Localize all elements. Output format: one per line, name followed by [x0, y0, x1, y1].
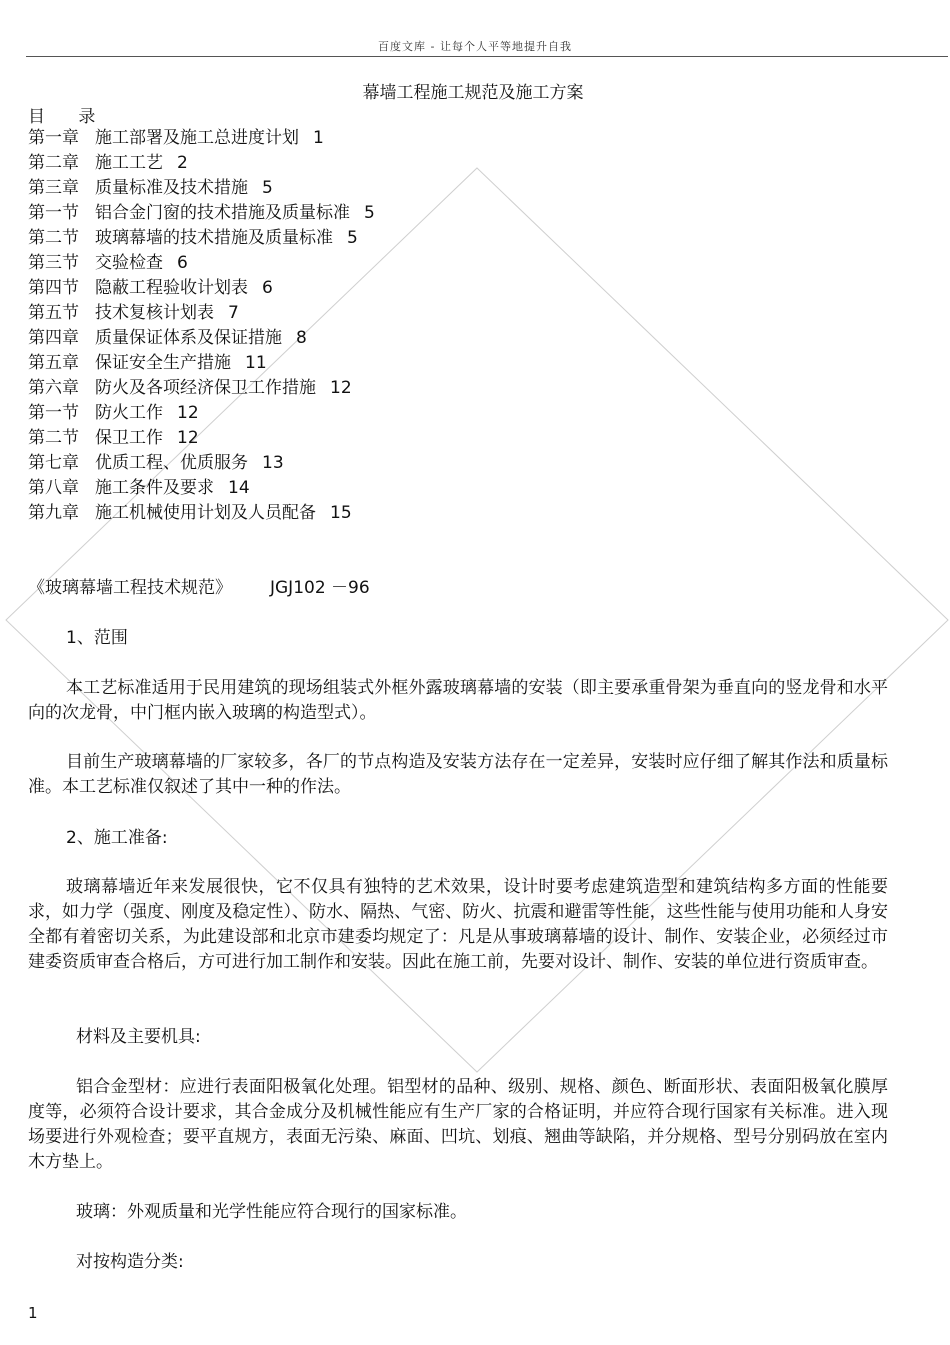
toc-item	[28, 176, 375, 201]
document-title: 幕墙工程施工规范及施工方案	[362, 83, 584, 103]
toc-item	[28, 426, 375, 451]
toc-item-page: 13	[262, 453, 284, 473]
toc-item-label: 第四章	[28, 328, 79, 348]
toc-heading: 目 录	[28, 107, 110, 127]
classification-heading: 对按构造分类:	[76, 1252, 184, 1272]
toc-item-text: 优质工程、优质服务	[95, 453, 248, 473]
toc-item	[28, 251, 375, 276]
toc-item-label: 第二节	[28, 428, 79, 448]
page-number: 1	[28, 1304, 38, 1322]
toc-item-text: 施工工艺	[95, 153, 163, 173]
toc-item-text: 保证安全生产措施	[95, 353, 231, 373]
toc-item	[28, 201, 375, 226]
toc-item	[28, 226, 375, 251]
section-1-heading: 1、范围	[66, 628, 128, 648]
toc-item-text: 铝合金门窗的技术措施及质量标准	[95, 203, 350, 223]
toc-item-label: 第六章	[28, 378, 79, 398]
section-2-paragraph-1: 玻璃幕墙近年来发展很快，它不仅具有独特的艺术效果，设计时要考虑建筑造型和建筑结构多方面的性能要求，如力学（强度、刚度及稳定性）、防水、隔热、气密、防火、抗震和避雷等性能，这些性能与使用功能和人身安全都有着密切关系，为此建设部和北京市建委均规定了：凡是从事玻璃幕墙的设计、制作、安装企业，必须经过市建委资质审查合格后，方可进行加工制作和安装。因此在施工前，先要对设计、制作、安装的单位进行资质审查。	[28, 877, 888, 972]
reference-line	[28, 576, 370, 601]
page-header: 百度文库 - 让每个人平等地提升自我	[378, 40, 572, 53]
toc-item-text: 质量标准及技术措施	[95, 178, 248, 198]
toc-item-page: 15	[330, 503, 352, 523]
toc-item-page: 12	[177, 403, 199, 423]
toc-item-label: 第一节	[28, 403, 79, 423]
toc-item-page: 5	[262, 178, 273, 198]
toc-item-text: 施工机械使用计划及人员配备	[95, 503, 316, 523]
toc-item-label: 第三节	[28, 253, 79, 273]
toc-item	[28, 126, 375, 151]
glass-paragraph: 玻璃：外观质量和光学性能应符合现行的国家标准。	[76, 1202, 467, 1222]
toc-item	[28, 476, 375, 501]
toc-item-text: 保卫工作	[95, 428, 163, 448]
toc-item-text: 施工条件及要求	[95, 478, 214, 498]
toc-item-label: 第一章	[28, 128, 79, 148]
toc-item	[28, 301, 375, 326]
section-2-heading: 2、施工准备:	[66, 828, 168, 848]
toc-item-text: 质量保证体系及保证措施	[95, 328, 282, 348]
toc-item	[28, 451, 375, 476]
toc-item-text: 隐蔽工程验收计划表	[95, 278, 248, 298]
reference-code: JGJ102 －96	[270, 578, 370, 598]
toc-item-page: 5	[364, 203, 375, 223]
toc-item-page: 11	[245, 353, 267, 373]
toc-item-label: 第一节	[28, 203, 79, 223]
toc-item	[28, 401, 375, 426]
toc-item-text: 施工部署及施工总进度计划	[95, 128, 299, 148]
toc-item-label: 第九章	[28, 503, 79, 523]
toc-item-text: 技术复核计划表	[95, 303, 214, 323]
toc-item-text: 防火工作	[95, 403, 163, 423]
reference-title: 《玻璃幕墙工程技术规范》	[28, 578, 232, 598]
toc-item-text: 玻璃幕墙的技术措施及质量标准	[95, 228, 333, 248]
toc-item	[28, 151, 375, 176]
section-1-paragraph-1: 本工艺标准适用于民用建筑的现场组装式外框外露玻璃幕墙的安装（即主要承重骨架为垂直向的竖龙骨和水平向的次龙骨，中门框内嵌入玻璃的构造型式）。	[28, 678, 888, 723]
section-1-paragraph-2: 目前生产玻璃幕墙的厂家较多，各厂的节点构造及安装方法存在一定差异，安装时应仔细了解其作法和质量标准。本工艺标准仅叙述了其中一种的作法。	[28, 752, 888, 797]
toc-item-page: 12	[177, 428, 199, 448]
toc-item-label: 第四节	[28, 278, 79, 298]
materials-paragraph: 铝合金型材：应进行表面阳极氧化处理。铝型材的品种、级别、规格、颜色、断面形状、表面阳极氧化膜厚度等，必须符合设计要求，其合金成分及机械性能应有生产厂家的合格证明，并应符合现行国家有关标准。进入现场要进行外观检查；要平直规方，表面无污染、麻面、凹坑、划痕、翘曲等缺陷，并分规格、型号分别码放在室内木方垫上。	[28, 1077, 888, 1172]
table-of-contents	[28, 126, 375, 526]
toc-item-page: 14	[228, 478, 250, 498]
header-divider	[26, 56, 948, 57]
toc-item-page: 7	[228, 303, 239, 323]
toc-item-page: 2	[177, 153, 188, 173]
materials-heading: 材料及主要机具:	[76, 1027, 201, 1047]
toc-item-page: 8	[296, 328, 307, 348]
toc-item-page: 12	[330, 378, 352, 398]
toc-item-label: 第五节	[28, 303, 79, 323]
toc-item-page: 6	[177, 253, 188, 273]
toc-item-page: 5	[347, 228, 358, 248]
toc-item-label: 第三章	[28, 178, 79, 198]
toc-item-label: 第二章	[28, 153, 79, 173]
toc-item-page: 6	[262, 278, 273, 298]
toc-item	[28, 501, 375, 526]
toc-item	[28, 276, 375, 301]
toc-item-text: 交验检查	[95, 253, 163, 273]
toc-item-text: 防火及各项经济保卫工作措施	[95, 378, 316, 398]
toc-item	[28, 351, 375, 376]
toc-item	[28, 376, 375, 401]
toc-item-label: 第八章	[28, 478, 79, 498]
toc-item-label: 第二节	[28, 228, 79, 248]
toc-item-label: 第五章	[28, 353, 79, 373]
toc-item-label: 第七章	[28, 453, 79, 473]
toc-item-page: 1	[313, 128, 324, 148]
toc-item	[28, 326, 375, 351]
